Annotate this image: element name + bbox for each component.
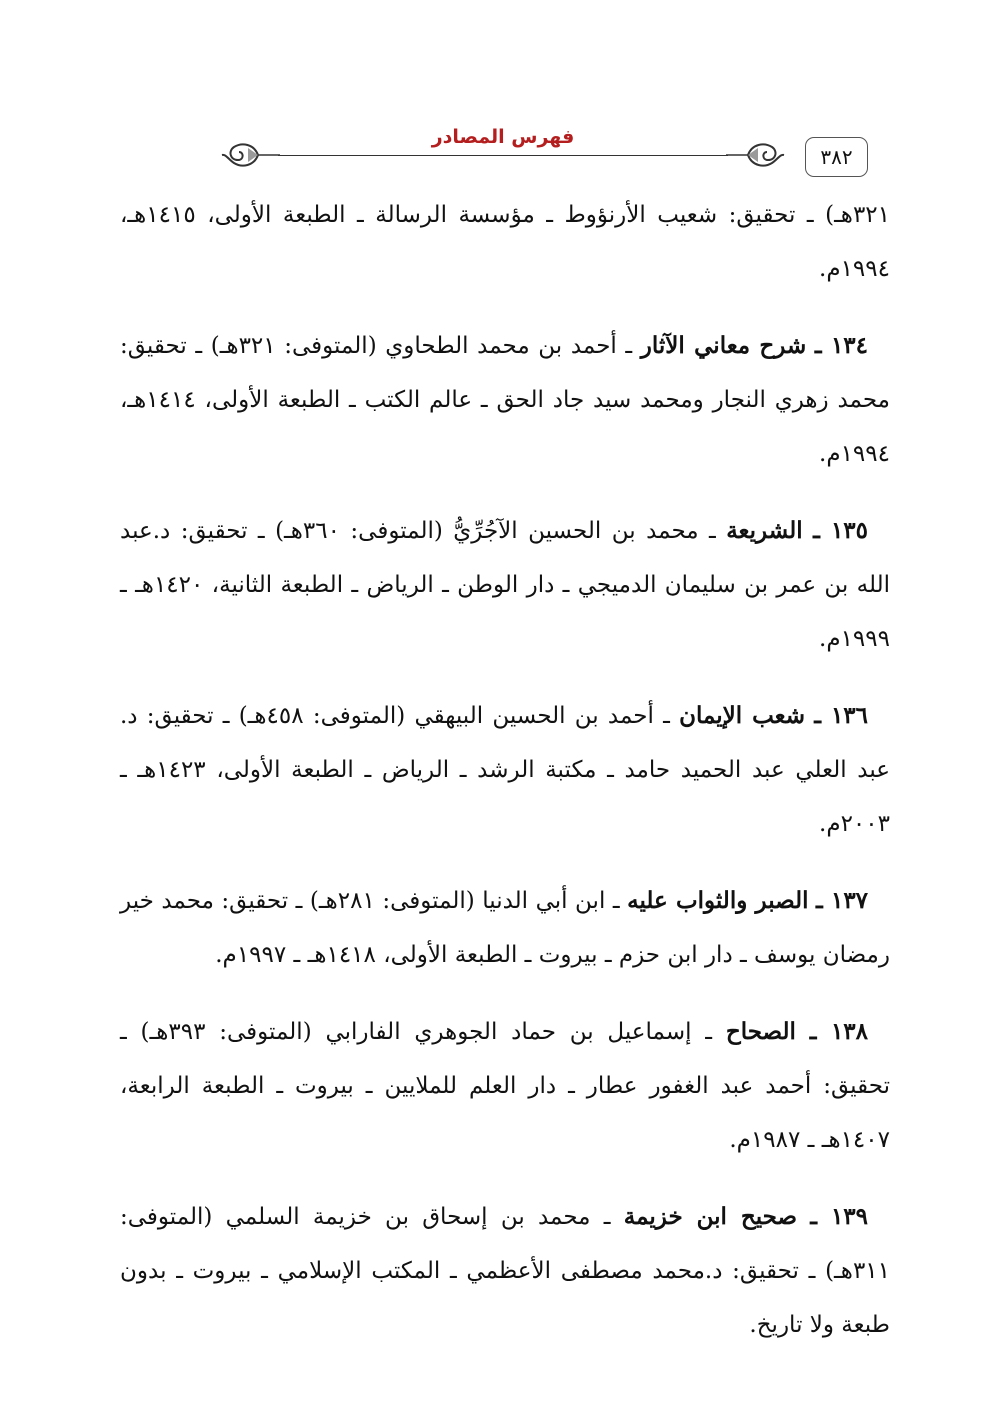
entry-number: ١٣٧ ـ: [816, 887, 869, 914]
continuation-text: ٣٢١هـ) ـ تحقيق: شعيب الأرنؤوط ـ مؤسسة الرسالة ـ الطبعة الأولى، ١٤١٥هـ، ١٩٩٤م.: [120, 202, 890, 282]
entry-title: الصحاح: [725, 1018, 796, 1045]
entry-body: ـ أحمد بن الحسين البيهقي (المتوفى: ٤٥٨هـ) ـ تحقيق: د. عبد العلي عبد الحميد حامد ـ مكتبة الرشد ـ الرياض ـ الطبعة الأولى، ١٤٢٣هـ ـ ٢٠٠٣م.: [120, 703, 890, 837]
entry-title: الشريعة: [726, 517, 803, 544]
entry-number: ١٣٦ ـ: [814, 702, 868, 729]
entry-number: ١٣٩ ـ: [810, 1203, 869, 1230]
entry-title: شعب الإيمان: [679, 702, 806, 729]
bibliography-entry: [120, 874, 890, 982]
bibliography-entry: [120, 689, 890, 851]
page-number: ٣٨٢: [805, 137, 868, 177]
bibliography-entry: [120, 1005, 890, 1167]
entry-body: ـ ابن أبي الدنيا (المتوفى: ٢٨١هـ) ـ تحقيق: محمد خير رمضان يوسف ـ دار ابن حزم ـ بيروت ـ الطبعة الأولى، ١٤١٨هـ ـ ١٩٩٧م.: [120, 888, 890, 968]
entry-body: ـ إسماعيل بن حماد الجوهري الفارابي (المتوفى: ٣٩٣هـ) ـ تحقيق: أحمد عبد الغفور عطار ـ دار العلم للملايين ـ بيروت ـ الطبعة الرابعة، ١٤٠٧هـ ـ ١٩٨٧م.: [120, 1019, 890, 1153]
entry-title: صحيح ابن خزيمة: [623, 1203, 798, 1230]
entry-number: ١٣٨ ـ: [809, 1018, 869, 1045]
bibliography-entry: [120, 504, 890, 666]
bibliography-entry: [120, 319, 890, 481]
entry-title: الصبر والثواب عليه: [627, 887, 809, 914]
entry-body: ـ أحمد بن محمد الطحاوي (المتوفى: ٣٢١هـ) ـ تحقيق: محمد زهري النجار ومحمد سيد جاد الحق ـ عالم الكتب ـ الطبعة الأولى، ١٤١٤هـ، ١٩٩٤م.: [120, 333, 890, 467]
bibliography-list: [120, 188, 890, 1375]
entry-body: ـ محمد بن إسحاق بن خزيمة السلمي (المتوفى: ٣١١هـ) ـ تحقيق: د.محمد مصطفى الأعظمي ـ المكتب الإسلامي ـ بيروت ـ بدون طبعة ولا تاريخ.: [120, 1204, 890, 1338]
entry-number: ١٣٥ ـ: [813, 517, 869, 544]
entry-number: ١٣٤ ـ: [814, 332, 868, 359]
page-header: [218, 118, 788, 178]
bibliography-entry: [120, 1190, 890, 1352]
entry-body: ـ محمد بن الحسين الآجُرِّيُّ (المتوفى: ٣٦٠هـ) ـ تحقيق: د.عبد الله بن عمر بن سليمان الدميجي ـ دار الوطن ـ الرياض ـ الطبعة الثانية، ١٤٢٠هـ ـ ١٩٩٩م.: [120, 518, 890, 652]
header-rule: [278, 155, 728, 156]
header-title: فهرس المصادر: [431, 126, 575, 148]
entry-title: شرح معاني الآثار: [640, 332, 807, 359]
ornament-right-icon: [724, 138, 788, 172]
